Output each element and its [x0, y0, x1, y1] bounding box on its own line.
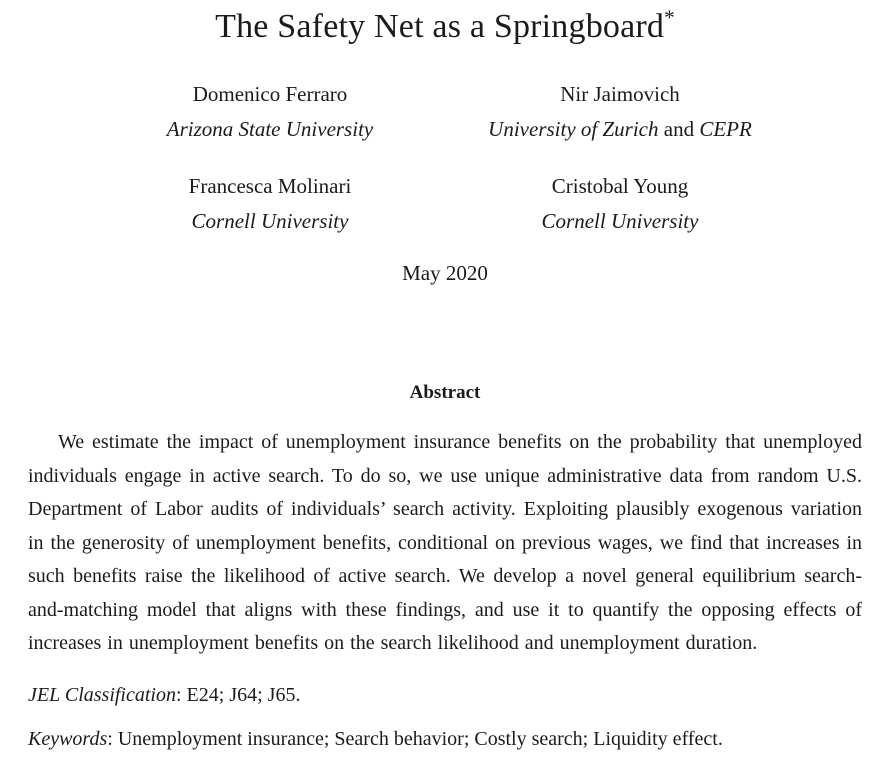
affiliation-part: Cornell University — [191, 209, 349, 233]
affiliation-part: Cornell University — [541, 209, 699, 233]
author-name: Francesca Molinari — [188, 174, 352, 198]
jel-classification-line — [28, 683, 862, 707]
author-affiliation — [445, 209, 795, 234]
author-affiliation — [95, 117, 445, 142]
author-block — [95, 82, 445, 142]
paper-title-text: The Safety Net as a Springboard — [215, 8, 665, 45]
jel-value: : E24; J64; J65. — [175, 683, 301, 706]
keywords-line — [28, 727, 862, 751]
affiliation-part: and — [658, 117, 700, 141]
abstract-text: We estimate the impact of unemployment insurance benefits on the probability that unemployed individuals engage in active search. To do so, we use unique administrative data from random U.S. Department of Labor audits of individuals’ search activity. Exploiting plausibly exogenous variation in the generosity of unemployment benefits, conditional on previous wages, we find that increases in such benefits raise the likelihood of active search. We develop a novel general equilibrium search-and-matching model that aligns with these findings, and use it to quantify the opposing effects of increases in unemployment benefits on the search likelihood and unemployment duration. — [28, 431, 862, 654]
author-affiliation — [95, 209, 445, 234]
abstract-heading: Abstract — [409, 382, 481, 403]
author-affiliation — [445, 117, 795, 142]
author-block — [445, 82, 795, 142]
authors-grid — [95, 82, 795, 234]
affiliation-part: University of Zurich — [488, 117, 659, 141]
keywords-value: : Unemployment insurance; Search behavior; Costly search; Liquidity effect. — [107, 727, 723, 750]
author-name: Cristobal Young — [551, 174, 689, 198]
author-name: Nir Jaimovich — [560, 82, 680, 106]
page-title — [28, 0, 862, 46]
keywords-label: Keywords — [28, 727, 108, 750]
affiliation-part: CEPR — [699, 117, 752, 141]
title-footnote-marker: * — [664, 5, 675, 30]
author-block — [95, 174, 445, 234]
publication-date: May 2020 — [402, 261, 488, 285]
jel-label: JEL Classification — [28, 683, 176, 706]
affiliation-part: Arizona State University — [166, 117, 374, 141]
author-name: Domenico Ferraro — [192, 82, 348, 106]
author-block — [445, 174, 795, 234]
